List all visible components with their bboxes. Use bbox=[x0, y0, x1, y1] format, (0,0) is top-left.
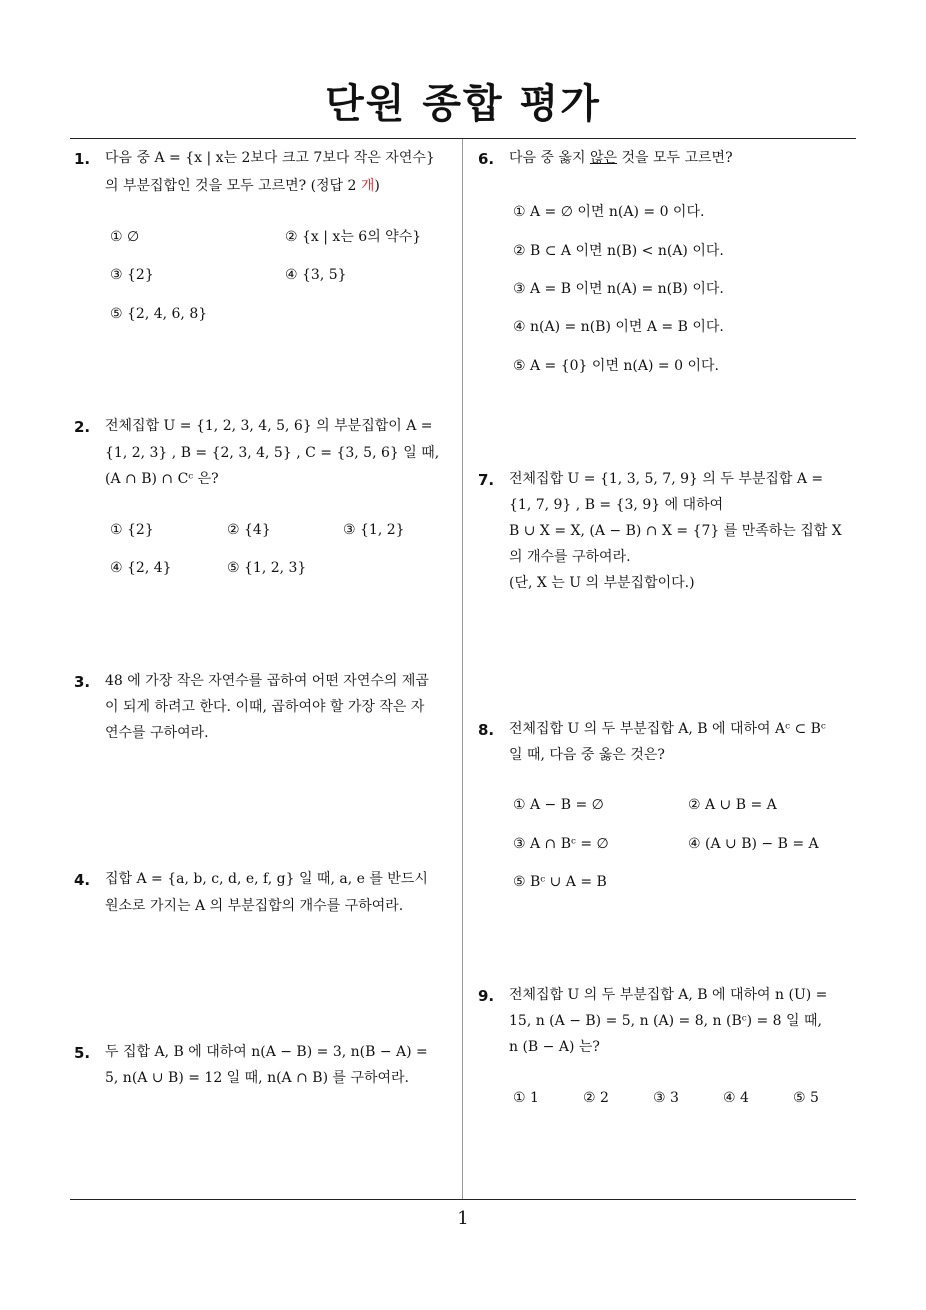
question-number: 4. bbox=[74, 871, 91, 889]
question-number: 6. bbox=[478, 150, 495, 168]
question-text-line: 다음 중 옳지 않은 것을 모두 고르면? bbox=[509, 150, 733, 166]
column-divider bbox=[462, 139, 463, 1199]
option-2[interactable]: ② 2 bbox=[583, 1090, 609, 1106]
question-number: 3. bbox=[74, 673, 91, 691]
question-text-line: 15, n (A − B) = 5, n (A) = 8, n (Bᶜ) = 8 일 때, bbox=[509, 1013, 822, 1029]
option-3[interactable]: ③ A ∩ Bᶜ = ∅ bbox=[513, 836, 609, 852]
option-2[interactable]: ② B ⊂ A 이면 n(B) < n(A) 이다. bbox=[513, 243, 724, 259]
question-text-line: 연수를 구하여라. bbox=[105, 725, 209, 741]
question-text-line: 의 부분집합인 것을 모두 고르면? (정답 2 개) bbox=[105, 178, 380, 194]
question-text-line: (단, X 는 U 의 부분집합이다.) bbox=[509, 575, 695, 591]
question-text-line: 전체집합 U = {1, 2, 3, 4, 5, 6} 의 부분집합이 A = bbox=[105, 418, 433, 434]
question-text-line: B ∪ X = X, (A − B) ∩ X = {7} 를 만족하는 집합 X bbox=[509, 523, 842, 539]
option-5[interactable]: ⑤ {1, 2, 3} bbox=[227, 560, 307, 576]
question-text-line: 전체집합 U 의 두 부분집합 A, B 에 대하여 n (U) = bbox=[509, 987, 828, 1003]
question-text-line: 원소로 가지는 A 의 부분집합의 개수를 구하여라. bbox=[105, 898, 404, 914]
question-text-line: 48 에 가장 작은 자연수를 곱하여 어떤 자연수의 제곱 bbox=[105, 673, 429, 689]
option-3[interactable]: ③ 3 bbox=[653, 1090, 679, 1106]
top-rule bbox=[70, 138, 856, 139]
question-text-line: {1, 2, 3} , B = {2, 3, 4, 5} , C = {3, 5, 6} 일 때, bbox=[105, 445, 440, 461]
question-text-line: 5, n(A ∪ B) = 12 일 때, n(A ∩ B) 를 구하여라. bbox=[105, 1070, 410, 1086]
option-2[interactable]: ② {4} bbox=[227, 522, 271, 538]
underlined-text: 않은 bbox=[589, 150, 618, 166]
option-4[interactable]: ④ {3, 5} bbox=[285, 267, 347, 283]
question-number: 8. bbox=[478, 721, 495, 739]
question-text-line: 의 개수를 구하여라. bbox=[509, 549, 631, 565]
option-4[interactable]: ④ 4 bbox=[723, 1090, 749, 1106]
option-4[interactable]: ④ n(A) = n(B) 이면 A = B 이다. bbox=[513, 319, 724, 335]
option-2[interactable]: ② A ∪ B = A bbox=[688, 797, 777, 813]
bottom-rule bbox=[70, 1199, 856, 1200]
option-5[interactable]: ⑤ A = {0} 이면 n(A) = 0 이다. bbox=[513, 358, 719, 374]
highlight-text: 개 bbox=[360, 178, 375, 194]
option-1[interactable]: ① 1 bbox=[513, 1090, 539, 1106]
option-5[interactable]: ⑤ 5 bbox=[793, 1090, 819, 1106]
question-text-line: 집합 A = {a, b, c, d, e, f, g} 일 때, a, e 를 반드시 bbox=[105, 871, 428, 887]
page-number: 1 bbox=[457, 1208, 469, 1229]
question-number: 7. bbox=[478, 471, 495, 489]
question-number: 9. bbox=[478, 987, 495, 1005]
option-2[interactable]: ② {x | x는 6의 약수} bbox=[285, 229, 422, 245]
option-3[interactable]: ③ {2} bbox=[110, 267, 154, 283]
option-1[interactable]: ① {2} bbox=[110, 522, 154, 538]
question-text-line: 전체집합 U = {1, 3, 5, 7, 9} 의 두 부분집합 A = bbox=[509, 471, 824, 487]
question-number: 5. bbox=[74, 1044, 91, 1062]
question-text-line: {1, 7, 9} , B = {3, 9} 에 대하여 bbox=[509, 497, 724, 513]
question-number: 2. bbox=[74, 418, 91, 436]
question-text-line: 이 되게 하려고 한다. 이때, 곱하여야 할 가장 작은 자 bbox=[105, 699, 425, 715]
option-5[interactable]: ⑤ {2, 4, 6, 8} bbox=[110, 306, 208, 322]
option-1[interactable]: ① A = ∅ 이면 n(A) = 0 이다. bbox=[513, 204, 705, 220]
option-1[interactable]: ① A − B = ∅ bbox=[513, 797, 604, 813]
question-text-line: 다음 중 A = {x | x는 2보다 크고 7보다 작은 자연수} bbox=[105, 150, 435, 166]
question-text-line: (A ∩ B) ∩ Cᶜ 은? bbox=[105, 471, 219, 487]
option-1[interactable]: ① ∅ bbox=[110, 229, 140, 245]
option-3[interactable]: ③ {1, 2} bbox=[343, 522, 405, 538]
question-text-line: n (B − A) 는? bbox=[509, 1039, 600, 1055]
question-text-line: 일 때, 다음 중 옳은 것은? bbox=[509, 747, 665, 763]
option-5[interactable]: ⑤ Bᶜ ∪ A = B bbox=[513, 874, 607, 890]
question-number: 1. bbox=[74, 150, 91, 168]
question-text-line: 두 집합 A, B 에 대하여 n(A − B) = 3, n(B − A) = bbox=[105, 1044, 428, 1060]
option-4[interactable]: ④ (A ∪ B) − B = A bbox=[688, 836, 819, 852]
option-3[interactable]: ③ A = B 이면 n(A) = n(B) 이다. bbox=[513, 281, 724, 297]
option-4[interactable]: ④ {2, 4} bbox=[110, 560, 172, 576]
page-title: 단원 종합 평가 bbox=[325, 81, 601, 127]
question-text-line: 전체집합 U 의 두 부분집합 A, B 에 대하여 Aᶜ ⊂ Bᶜ bbox=[509, 721, 826, 737]
